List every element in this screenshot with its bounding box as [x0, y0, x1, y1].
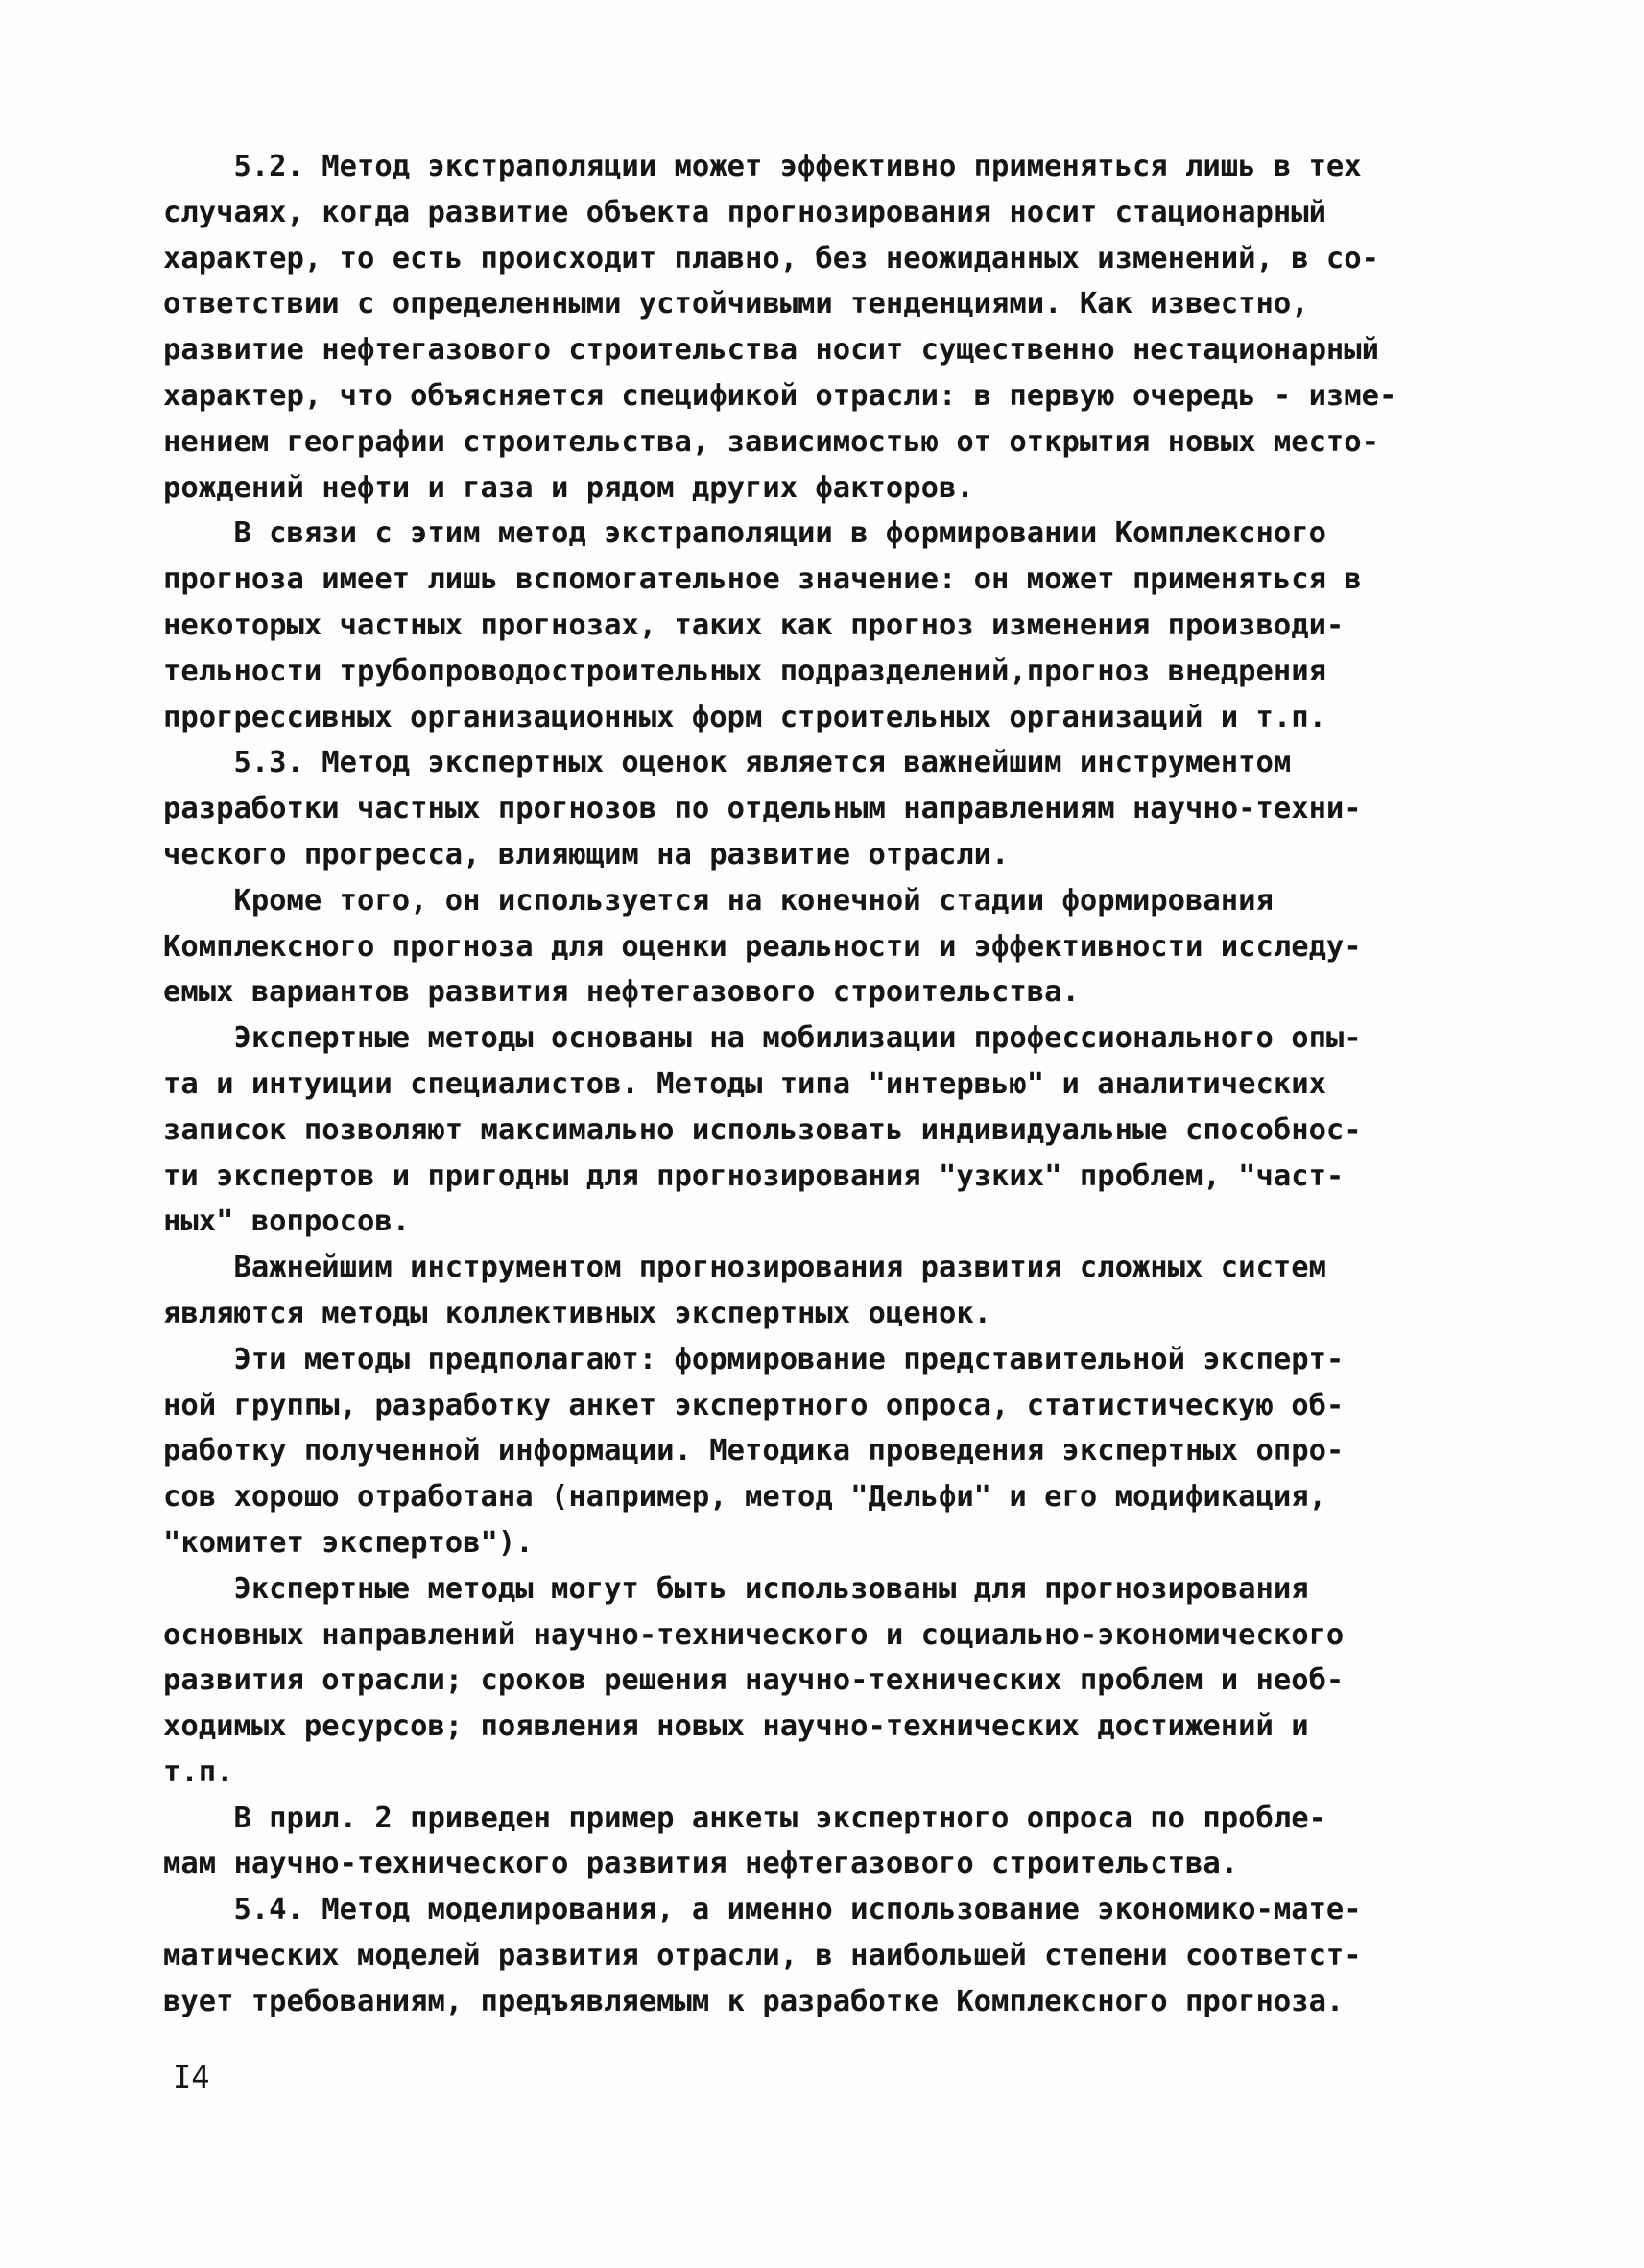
text-line: 5.4. Метод моделирования, а именно использование экономико-мате- — [163, 1893, 1362, 1927]
text-line: являются методы коллективных экспертных оценок. — [163, 1296, 992, 1330]
text-line: ти экспертов и пригодны для прогнозирования "узких" проблем, "част- — [163, 1158, 1345, 1193]
text-line: характер, что объясняется спецификой отрасли: в первую очередь - изме- — [163, 378, 1397, 413]
text-line: некоторых частных прогнозах, таких как прогноз изменения производи- — [163, 608, 1345, 642]
text-line: 5.2. Метод экстраполяции может эффективно применяться лишь в тех — [163, 150, 1362, 183]
text-line: вует требованиям, предъявляемым к разработке Комплексного прогноза. — [163, 1984, 1345, 2018]
text-line: тельности трубопроводостроительных подразделений,прогноз внедрения — [163, 654, 1326, 688]
text-line: рождений нефти и газа и рядом других факторов. — [163, 470, 974, 505]
text-line: записок позволяют максимально использовать индивидуальные способнос- — [163, 1112, 1362, 1147]
text-line: мам научно-технического развития нефтегазового строительства. — [163, 1847, 1239, 1881]
body-text — [163, 144, 1507, 2025]
text-line: Важнейшим инструментом прогнозирования развития сложных систем — [163, 1251, 1326, 1285]
text-line: ходимых ресурсов; появления новых научно-технических достижений и — [163, 1709, 1309, 1744]
text-line: Экспертные методы основаны на мобилизации профессионального опы- — [163, 1021, 1362, 1056]
text-line: развития отрасли; сроков решения научно-технических проблем и необ- — [163, 1663, 1345, 1698]
text-line: Эти методы предполагают: формирование представительной эксперт- — [163, 1342, 1345, 1376]
text-line: характер, то есть происходит плавно, без неожиданных изменений, в со- — [163, 241, 1380, 275]
page-number: I4 — [173, 2059, 210, 2095]
text-line: ответствии с определенными устойчивыми тенденциями. Как известно, — [163, 287, 1309, 322]
text-line: ной группы, разработку анкет экспертного опроса, статистическую об- — [163, 1388, 1345, 1422]
text-line: 5.3. Метод экспертных оценок является важнейшим инструментом — [163, 746, 1292, 780]
text-line: емых вариантов развития нефтегазового строительства. — [163, 975, 1080, 1010]
text-line: "комитет экспертов"). — [163, 1525, 534, 1560]
text-line: матических моделей развития отрасли, в наибольшей степени соответст- — [163, 1939, 1362, 1973]
text-line: Кроме того, он используется на конечной стадии формирования — [163, 883, 1274, 918]
text-line: прогрессивных организационных форм строительных организаций и т.п. — [163, 700, 1326, 734]
text-line: В прил. 2 приведен пример анкеты экспертного опроса по пробле- — [163, 1801, 1326, 1835]
text-line: случаях, когда развитие объекта прогнозирования носит стационарный — [163, 195, 1326, 229]
text-line: т.п. — [163, 1755, 234, 1789]
text-line: развитие нефтегазового строительства носит существенно нестационарный — [163, 333, 1380, 368]
text-line: работку полученной информации. Методика проведения экспертных опро- — [163, 1434, 1345, 1468]
text-line: Комплексного прогноза для оценки реальности и эффективности исследу- — [163, 929, 1362, 964]
text-line: ных" вопросов. — [163, 1205, 411, 1239]
text-line: та и интуиции специалистов. Методы типа "интервью" и аналитических — [163, 1066, 1326, 1101]
text-line: сов хорошо отработана (например, метод "Дельфи" и его модификация, — [163, 1480, 1326, 1515]
text-line: нением географии строительства, зависимостью от открытия новых место- — [163, 424, 1380, 459]
text-line: В связи с этим метод экстраполяции в формировании Комплексного — [163, 516, 1326, 551]
text-line: ческого прогресса, влияющим на развитие отрасли. — [163, 837, 1010, 871]
text-line: прогноза имеет лишь вспомогательное значение: он может применяться в — [163, 562, 1362, 597]
text-line: Экспертные методы могут быть использованы для прогнозирования — [163, 1571, 1309, 1606]
text-line: основных направлений научно-технического и социально-экономического — [163, 1617, 1345, 1652]
text-line: разработки частных прогнозов по отдельным направлениям научно-техни- — [163, 792, 1362, 826]
